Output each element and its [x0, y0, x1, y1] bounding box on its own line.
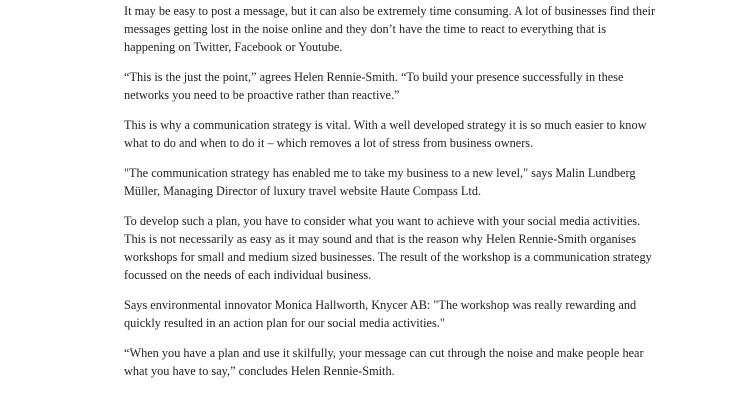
paragraph-testimonial-hallworth: Says environmental innovator Monica Hallworth, Knycer AB: "The workshop was really rewarding and quickly resulted in an action plan for our social media activities."	[124, 298, 637, 330]
paragraph-testimonial-muller: "The communication strategy has enabled me to take my business to a new level," says Malin Lundberg Müller, Managing Director of luxury travel website Haute Compass Ltd.	[124, 166, 636, 198]
paragraph-strategy-vital: This is why a communication strategy is vital. With a well developed strategy it is so much easier to know what to do and when to do it – which removes a lot of stress from business owners.	[124, 118, 647, 150]
paragraph-time-consuming: It may be easy to post a message, but it can also be extremely time consuming. A lot of businesses find their messages getting lost in the noise online and they don’t have the time to react to everything that is happening on Twitter, Facebook or Youtube.	[124, 4, 656, 54]
paragraph-proactive-quote: “This is the just the point,” agrees Helen Rennie-Smith. “To build your presence successfully in these networks you need to be proactive rather than reactive.”	[124, 70, 624, 102]
document-body	[124, 2, 656, 392]
paragraph-conclusion: “When you have a plan and use it skilfully, your message can cut through the noise and make people hear what you have to say,” concludes Helen Rennie-Smith.	[124, 346, 644, 378]
paragraph-develop-plan: To develop such a plan, you have to consider what you want to achieve with your social media activities. This is not necessarily as easy as it may sound and that is the reason why Helen Rennie-Smith organises workshops for small and medium sized businesses. The result of the workshop is a communication strategy focussed on the needs of each individual business.	[124, 214, 652, 282]
